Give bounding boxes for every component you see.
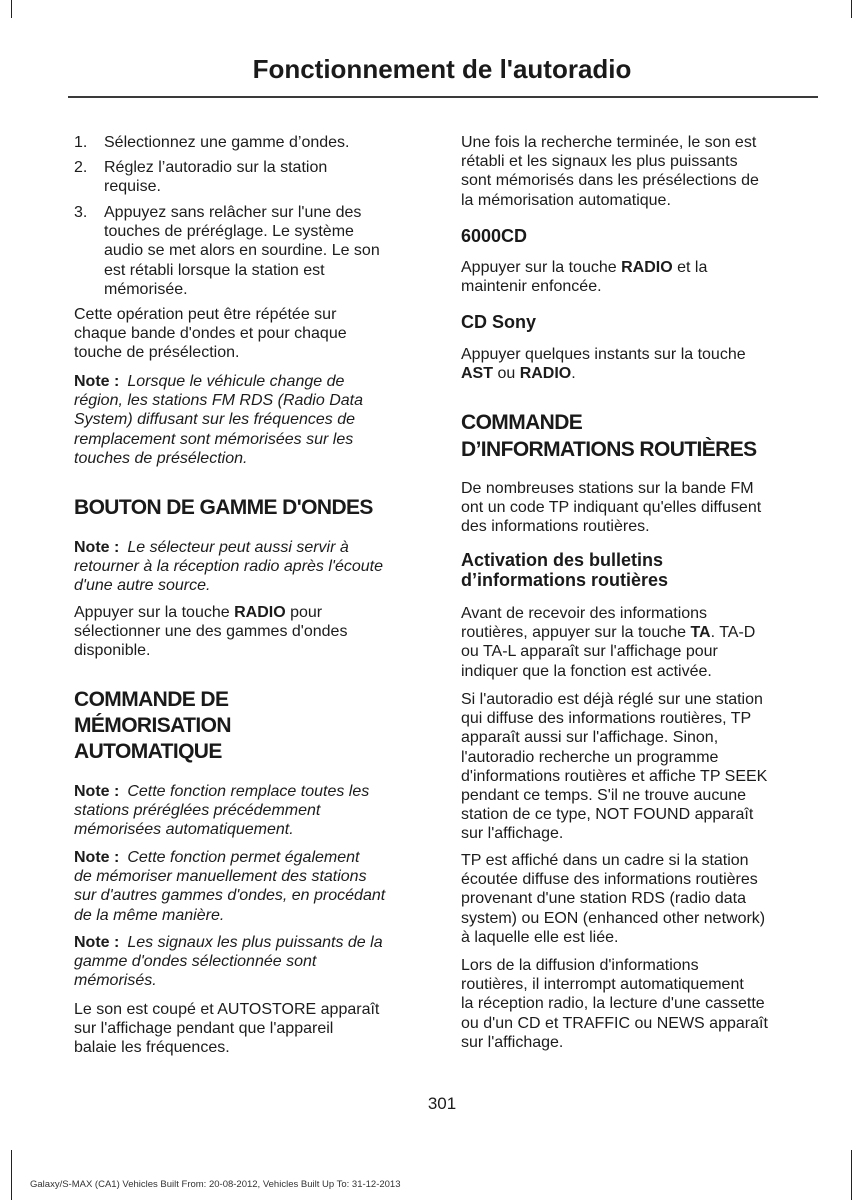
note-replace	[74, 782, 369, 840]
paragraph-repeat: Cette opération peut être répétée sur chaque bande d'ondes et pour chaque touche de présélection.	[74, 306, 347, 362]
step-number: 3.	[74, 204, 88, 221]
page-title: Fonctionnement de l'autoradio	[252, 54, 632, 84]
subheading-6000cd: 6000CD	[461, 226, 528, 246]
text-segment: Appuyer quelques instants sur la touche	[461, 346, 746, 363]
note-label: Note :	[74, 849, 120, 866]
step-text: Appuyez sans relâcher sur l'une des touches de préréglage. Le système audio se met alors en sourdine. Le son est rétabli lorsque la station est mémorisée.	[104, 204, 380, 298]
crop-mark-top-right	[851, 0, 852, 18]
paragraph-band	[74, 603, 347, 661]
note-manual	[74, 848, 385, 925]
note-text: Cette fonction remplace toutes les stations préréglées précédemment mémorisées automatiquement.	[74, 783, 370, 839]
subheading-cd-sony: CD Sony	[461, 312, 537, 332]
note-label: Note :	[74, 934, 120, 951]
note-selector	[74, 538, 383, 596]
crop-mark-top-left	[11, 0, 12, 18]
note-label: Note :	[74, 373, 120, 390]
note-label: Note :	[74, 539, 120, 556]
paragraph-6000cd	[461, 258, 707, 296]
step-text: Sélectionnez une gamme d’ondes.	[104, 134, 350, 151]
paragraph-cd-sony	[461, 345, 746, 383]
text-segment: .	[571, 365, 576, 383]
paragraph-autostore: Le son est coupé et AUTOSTORE apparaît sur l'affichage pendant que l'appareil balaie les fréquences.	[74, 1001, 380, 1057]
section-heading-traffic-info: COMMANDE D’INFORMATIONS ROUTIÈRES	[461, 411, 757, 461]
keyword-radio: RADIO	[519, 365, 572, 383]
paragraph-tp-frame: TP est affiché dans un cadre si la station écoutée diffuse des informations routières provenant d'une station RDS (radio data system) ou EON (enhanced other network) à laquelle elle est liée.	[461, 852, 766, 946]
paragraph-search: Une fois la recherche terminée, le son est rétabli et les signaux les plus puissants sont mémorisés dans les présélections de la mémorisation automatique.	[461, 134, 759, 209]
step-number: 2.	[74, 159, 88, 176]
note-text: Les signaux les plus puissants de la gamme d'ondes sélectionnée sont mémorisés.	[74, 934, 383, 990]
note-text: Le sélecteur peut aussi servir à retourner à la réception radio après l'écoute d'une autre source.	[74, 539, 384, 595]
text-segment: et la maintenir enfoncée.	[461, 259, 708, 296]
keyword-radio: RADIO	[234, 604, 286, 621]
subheading-activation: Activation des bulletins d’informations routières	[461, 550, 669, 590]
section-heading-band-button: BOUTON DE GAMME D'ONDES	[74, 496, 373, 519]
footer-vehicle-info: Galaxy/S-MAX (CA1) Vehicles Built From: 20-08-2012, Vehicles Built Up To: 31-12-2013	[30, 1179, 401, 1190]
text-segment: . TA-D ou TA-L apparaît sur l'affichage pour indiquer que la fonction est activée.	[461, 624, 756, 680]
note-text: Lorsque le véhicule change de région, les stations FM RDS (Radio Data System) diffusant sur les fréquences de remplacement sont mémorisées sur les touches de présélection.	[74, 373, 363, 467]
note-label: Note :	[74, 783, 120, 800]
paragraph-interrupt: Lors de la diffusion d'informations routières, il interrompt automatiquement la réception radio, la lecture d'une cassette ou d'un CD et TRAFFIC ou NEWS apparaît sur l'affichage.	[461, 957, 768, 1051]
keyword-ta: TA	[690, 624, 711, 642]
note-strong-signals	[74, 933, 383, 991]
paragraph-tp-code: De nombreuses stations sur la bande FM ont un code TP indiquant qu'elles diffusent des informations routières.	[461, 480, 762, 536]
note-text: Cette fonction permet également de mémoriser manuellement des stations sur d'autres gammes d'ondes, en procédant de la même manière.	[74, 849, 386, 924]
header-divider	[68, 96, 818, 98]
page-number: 301	[427, 1094, 457, 1113]
text-segment: Avant de recevoir des informations routières, appuyer sur la touche	[461, 605, 708, 642]
note-region	[74, 372, 363, 468]
step-text: Réglez l’autoradio sur la station requise.	[104, 159, 328, 196]
text-segment: ou	[493, 365, 520, 383]
section-heading-autostore: COMMANDE DE MÉMORISATION AUTOMATIQUE	[74, 688, 231, 763]
text-segment: Appuyer sur la touche	[74, 604, 235, 621]
keyword-ast: AST	[461, 365, 493, 383]
step-number: 1.	[74, 134, 88, 151]
paragraph-activation	[461, 604, 755, 681]
text-segment: pour sélectionner une des gammes d'ondes disponible.	[74, 604, 348, 660]
paragraph-tp-seek: Si l'autoradio est déjà réglé sur une station qui diffuse des informations routières, TP apparaît aussi sur l'affichage. Sinon, l'autoradio recherche un programme d'informations routières et affiche TP SEEK pendant ce temps. S'il ne trouve aucune station de ce type, NOT FOUND apparaît sur l'affichage.	[461, 691, 768, 843]
keyword-radio: RADIO	[621, 259, 673, 276]
crop-mark-bottom-left	[11, 1150, 12, 1200]
text-segment: Appuyer sur la touche	[461, 259, 622, 276]
crop-mark-bottom-right	[851, 1150, 852, 1200]
